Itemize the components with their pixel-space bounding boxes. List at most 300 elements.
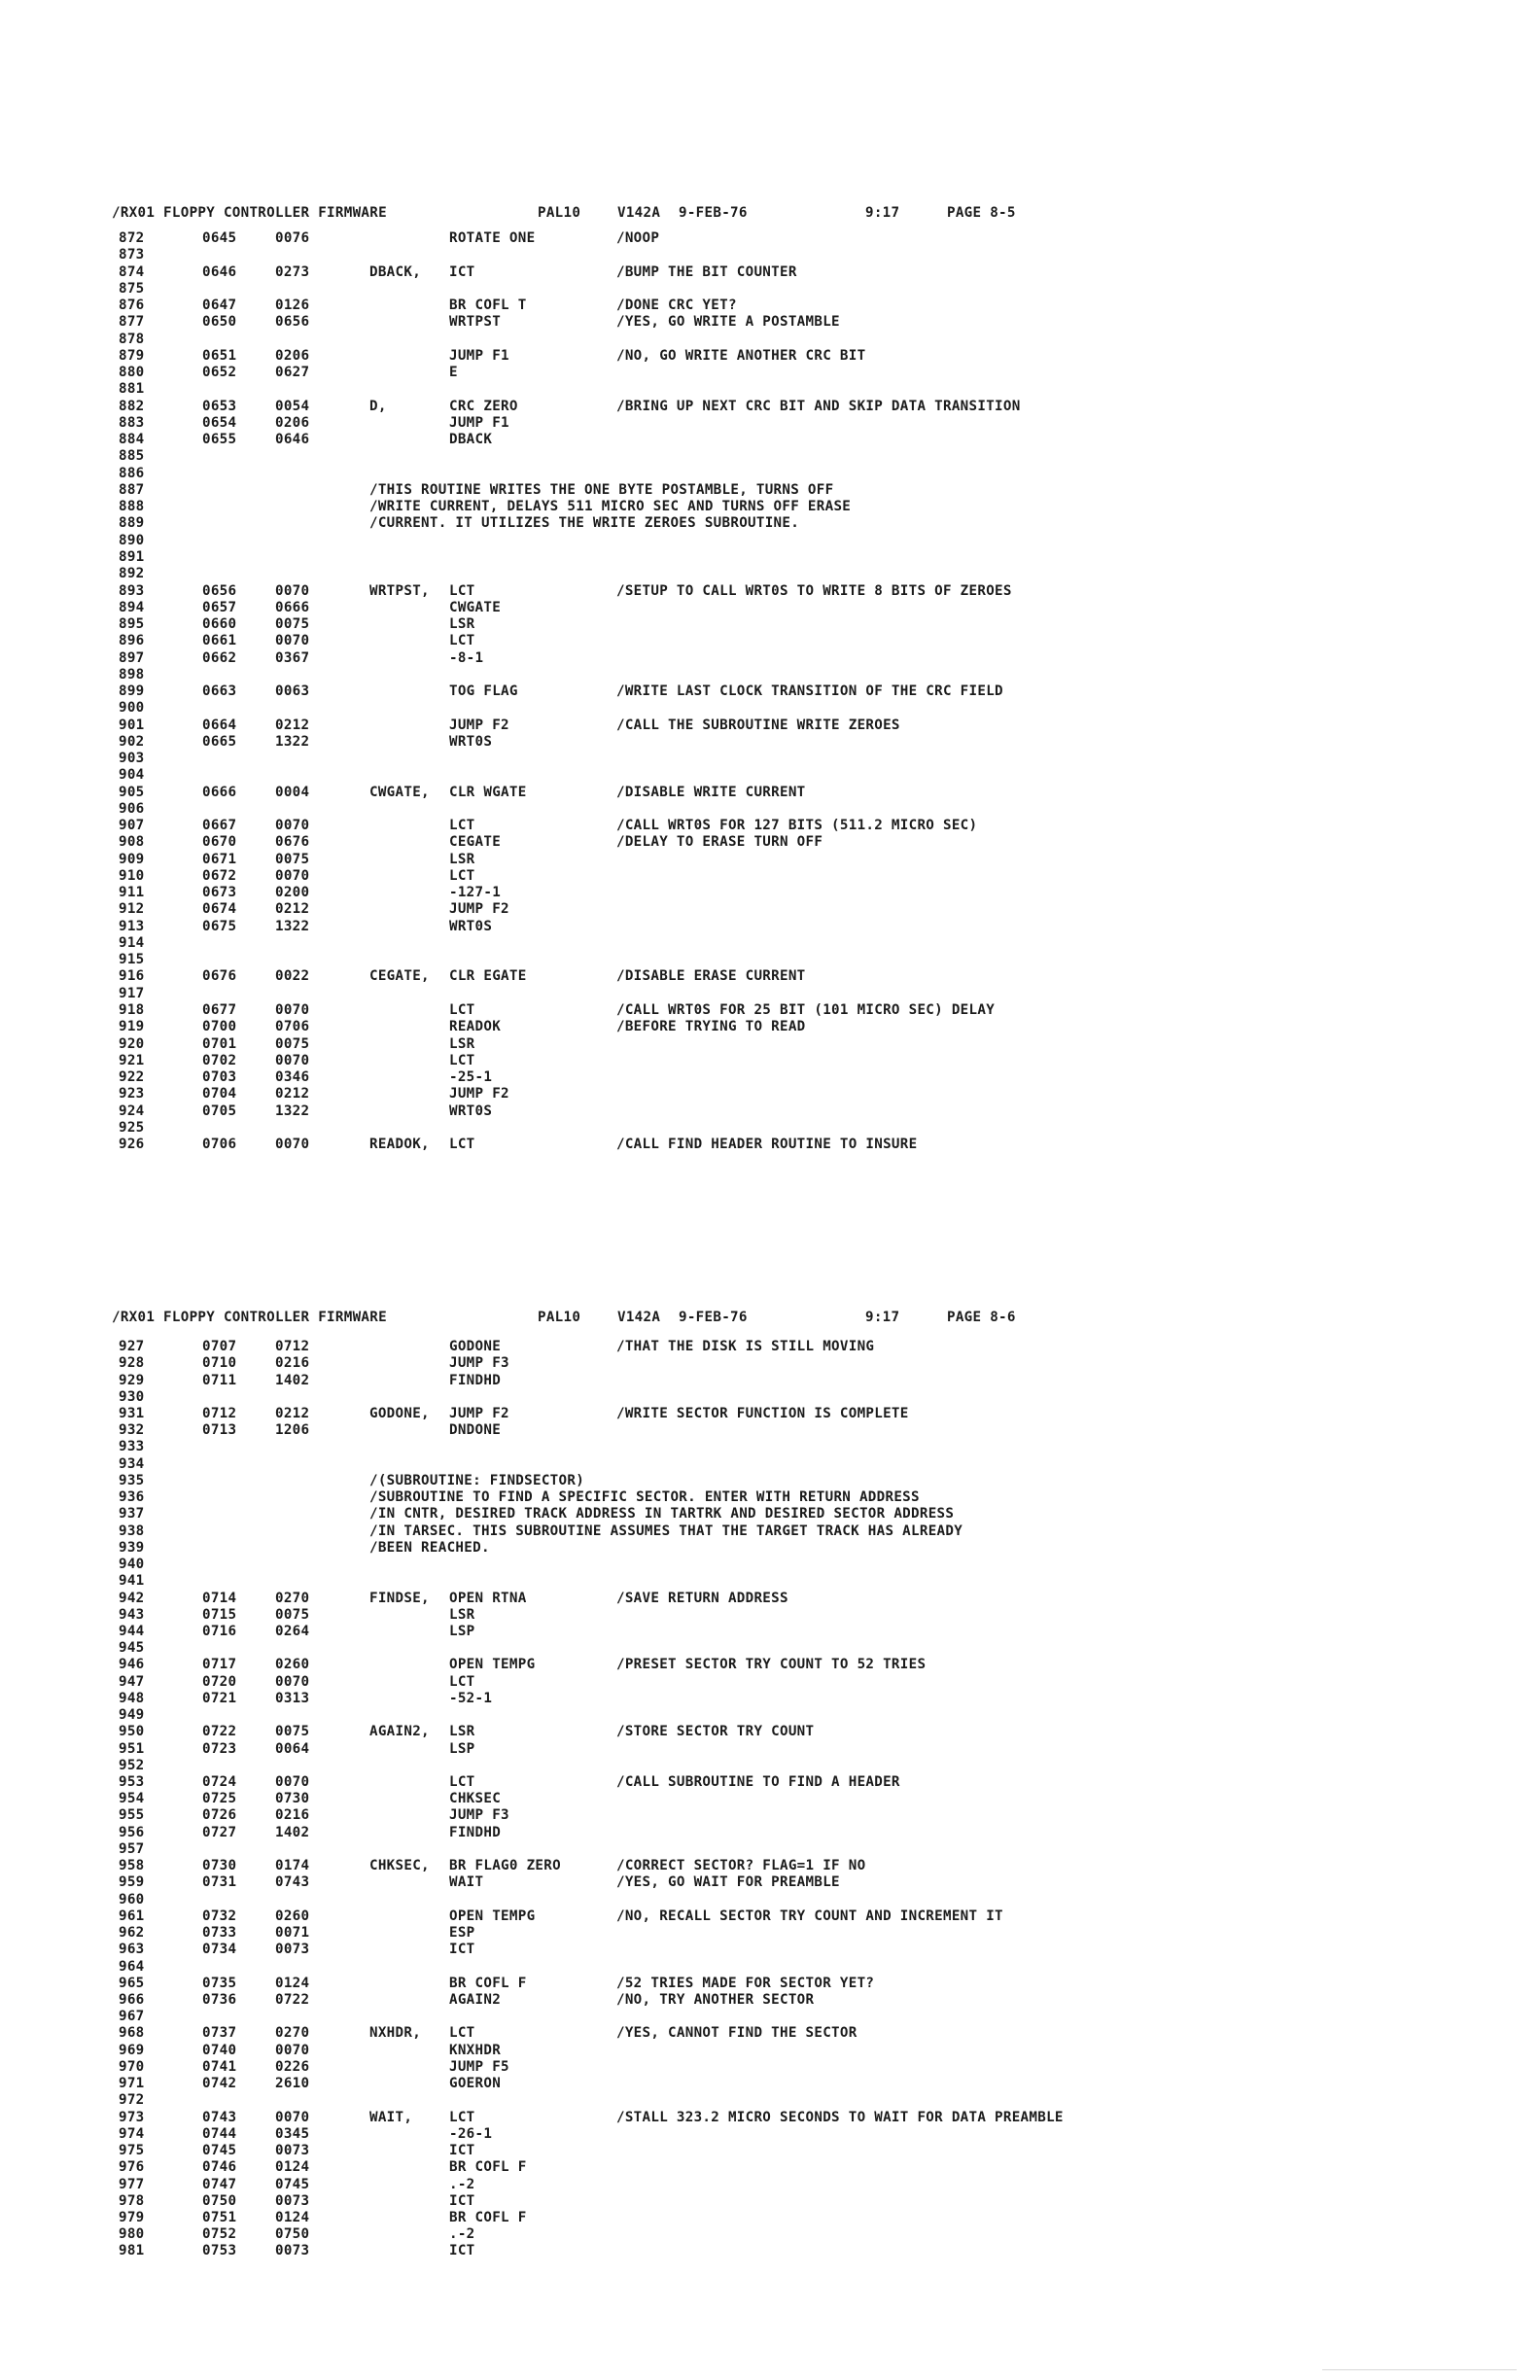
instruction: ICT [449, 2243, 475, 2259]
memory-address: 0651 [202, 347, 237, 364]
machine-code: 0075 [275, 1724, 310, 1740]
comment: /CALL WRT0S FOR 127 BITS (511.2 MICRO SEC) [616, 818, 978, 834]
memory-address: 0724 [202, 1774, 237, 1790]
statement-label: NXHDR, [369, 2025, 422, 2042]
listing-line [0, 2177, 1540, 2193]
instruction: LCT [449, 633, 475, 649]
comment: /NOOP [616, 230, 660, 246]
memory-address: 0645 [202, 230, 237, 246]
memory-address: 0702 [202, 1052, 237, 1068]
line-number: 972 [119, 2092, 145, 2109]
machine-code: 0216 [275, 1807, 310, 1824]
listing-line [0, 935, 1540, 952]
memory-address: 0747 [202, 2176, 237, 2192]
statement-label: CWGATE, [369, 784, 430, 800]
instruction: LCT [449, 2109, 475, 2125]
comment: /IN TARSEC. THIS SUBROUTINE ASSUMES THAT THE TARGET TRACK HAS ALREADY [369, 1522, 963, 1539]
line-number: 899 [119, 683, 145, 699]
listing-line [0, 2143, 1540, 2159]
line-number: 909 [119, 851, 145, 867]
line-number: 967 [119, 2009, 145, 2025]
line-number: 937 [119, 1506, 145, 1522]
listing-line [0, 1707, 1540, 1724]
line-number: 973 [119, 2109, 145, 2125]
line-number: 951 [119, 1740, 145, 1757]
instruction: JUMP F2 [449, 717, 509, 733]
memory-address: 0712 [202, 1405, 237, 1421]
memory-address: 0744 [202, 2125, 237, 2142]
line-number: 912 [119, 901, 145, 918]
machine-code: 0260 [275, 1657, 310, 1673]
line-number: 945 [119, 1640, 145, 1657]
listing-line [0, 1657, 1540, 1673]
listing-line [0, 1674, 1540, 1691]
line-number: 960 [119, 1891, 145, 1908]
line-number: 874 [119, 263, 145, 280]
listing-line [0, 952, 1540, 968]
listing-line [0, 1557, 1540, 1573]
line-number: 925 [119, 1119, 145, 1136]
listing-line [0, 834, 1540, 851]
comment: /YES, GO WAIT FOR PREAMBLE [616, 1874, 840, 1891]
listing-line [0, 281, 1540, 298]
line-number: 968 [119, 2025, 145, 2042]
memory-address: 0706 [202, 1137, 237, 1152]
listing-line [0, 2110, 1540, 2126]
line-number: 897 [119, 649, 145, 666]
listing-line [0, 533, 1540, 549]
memory-address: 0720 [202, 1673, 237, 1690]
memory-address: 0743 [202, 2109, 237, 2125]
instruction: GOERON [449, 2076, 502, 2092]
machine-code: 0124 [275, 1975, 310, 1991]
memory-address: 0677 [202, 1002, 237, 1018]
machine-code: 0124 [275, 2210, 310, 2225]
instruction: OPEN TEMPG [449, 1657, 536, 1673]
instruction: -26-1 [449, 2125, 493, 2142]
assembler-name: PAL10 [538, 205, 581, 221]
memory-address: 0730 [202, 1858, 237, 1874]
line-number: 941 [119, 1573, 145, 1590]
listing-line [0, 2243, 1540, 2259]
line-number: 932 [119, 1422, 145, 1439]
listing-line [0, 885, 1540, 901]
line-number: 943 [119, 1606, 145, 1623]
instruction: LSR [449, 1724, 475, 1740]
comment: /DISABLE WRITE CURRENT [616, 784, 806, 800]
listing-line [0, 1976, 1540, 1992]
machine-code: 0226 [275, 2058, 310, 2075]
memory-address: 0654 [202, 414, 237, 431]
instruction: LCT [449, 582, 475, 599]
memory-address: 0674 [202, 901, 237, 918]
listing-line [0, 1103, 1540, 1120]
memory-address: 0741 [202, 2058, 237, 2075]
machine-code: 0345 [275, 2125, 310, 2142]
memory-address: 0653 [202, 398, 237, 414]
instruction: DBACK [449, 432, 493, 448]
statement-label: READOK, [369, 1137, 430, 1152]
instruction: LCT [449, 1137, 475, 1152]
comment: /BEEN REACHED. [369, 1539, 490, 1556]
instruction: JUMP F3 [449, 1807, 509, 1824]
machine-code: 0656 [275, 314, 310, 331]
memory-address: 0732 [202, 1908, 237, 1924]
memory-address: 0657 [202, 599, 237, 615]
memory-address: 0715 [202, 1606, 237, 1623]
memory-address: 0660 [202, 616, 237, 632]
machine-code: 1322 [275, 1102, 310, 1119]
comment: /BUMP THE BIT COUNTER [616, 263, 797, 280]
memory-address: 0646 [202, 263, 237, 280]
instruction: CEGATE [449, 834, 502, 851]
instruction: JUMP F1 [449, 347, 509, 364]
listing-line [0, 1036, 1540, 1053]
line-number: 921 [119, 1052, 145, 1068]
machine-code: 0070 [275, 1673, 310, 1690]
memory-address: 0675 [202, 918, 237, 934]
machine-code: 1402 [275, 1824, 310, 1840]
memory-address: 0717 [202, 1657, 237, 1673]
listing-line [0, 314, 1540, 331]
instruction: WAIT [449, 1874, 484, 1891]
line-number: 934 [119, 1455, 145, 1472]
instruction: JUMP F2 [449, 1405, 509, 1421]
listing-line [0, 365, 1540, 381]
listing-line [0, 1523, 1540, 1540]
listing-line [0, 1607, 1540, 1624]
machine-code: 0070 [275, 2109, 310, 2125]
listing-line [0, 566, 1540, 582]
line-number: 923 [119, 1086, 145, 1102]
listing-line [0, 1053, 1540, 1069]
listing-line [0, 583, 1540, 600]
instruction: CLR EGATE [449, 968, 527, 985]
machine-code: 0273 [275, 263, 310, 280]
instruction: DNDONE [449, 1422, 502, 1439]
machine-code: 0264 [275, 1623, 310, 1639]
instruction: ICT [449, 2192, 475, 2209]
listing-line [0, 767, 1540, 784]
machine-code: 1322 [275, 733, 310, 750]
instruction: ICT [449, 263, 475, 280]
comment: /52 TRIES MADE FOR SECTOR YET? [616, 1975, 875, 1991]
line-number: 888 [119, 499, 145, 515]
line-number: 944 [119, 1623, 145, 1639]
line-number: 877 [119, 314, 145, 331]
line-number: 919 [119, 1019, 145, 1035]
memory-address: 0701 [202, 1035, 237, 1052]
line-number: 918 [119, 1002, 145, 1018]
machine-code: 0212 [275, 717, 310, 733]
machine-code: 0313 [275, 1690, 310, 1706]
line-number: 889 [119, 515, 145, 532]
listing-line [0, 801, 1540, 818]
machine-code: 0070 [275, 867, 310, 884]
machine-code: 0075 [275, 1035, 310, 1052]
listing-line [0, 1892, 1540, 1908]
bottom-edge-rule [1322, 2369, 1517, 2370]
machine-code: 0064 [275, 1740, 310, 1757]
machine-code: 0206 [275, 347, 310, 364]
listing-line [0, 1506, 1540, 1522]
comment: /CALL FIND HEADER ROUTINE TO INSURE [616, 1137, 918, 1152]
machine-code: 0270 [275, 1590, 310, 1606]
line-number: 916 [119, 968, 145, 985]
instruction: -25-1 [449, 1069, 493, 1085]
listing-line [0, 1925, 1540, 1942]
listing-line [0, 2126, 1540, 2143]
line-number: 975 [119, 2143, 145, 2158]
machine-code: 0063 [275, 683, 310, 699]
listing-line [0, 399, 1540, 415]
line-number: 954 [119, 1791, 145, 1807]
listing-title: /RX01 FLOPPY CONTROLLER FIRMWARE [112, 205, 387, 221]
instruction: BR COFL F [449, 2210, 527, 2225]
listing-line [0, 1389, 1540, 1406]
listing-line [0, 1137, 1540, 1153]
memory-address: 0742 [202, 2076, 237, 2092]
instruction: FINDHD [449, 1824, 502, 1840]
line-number: 886 [119, 465, 145, 481]
instruction: LSP [449, 1623, 475, 1639]
instruction: LCT [449, 1673, 475, 1690]
line-number: 890 [119, 532, 145, 548]
line-number: 922 [119, 1069, 145, 1085]
machine-code: 0646 [275, 432, 310, 448]
listing-line [0, 2025, 1540, 2042]
listing-line [0, 448, 1540, 465]
line-number: 935 [119, 1472, 145, 1488]
comment: /DELAY TO ERASE TURN OFF [616, 834, 823, 851]
listing-line [0, 1774, 1540, 1791]
instruction: JUMP F5 [449, 2058, 509, 2075]
line-number: 942 [119, 1590, 145, 1606]
listing-line [0, 785, 1540, 801]
machine-code: 0004 [275, 784, 310, 800]
line-number: 880 [119, 365, 145, 381]
instruction: LCT [449, 1002, 475, 1018]
assembler-version: V142A [617, 1310, 661, 1325]
listing-line [0, 1691, 1540, 1707]
machine-code: 0071 [275, 1925, 310, 1942]
memory-address: 0745 [202, 2143, 237, 2158]
listing-line [0, 1002, 1540, 1019]
line-number: 974 [119, 2125, 145, 2142]
memory-address: 0753 [202, 2243, 237, 2259]
line-number: 956 [119, 1824, 145, 1840]
comment: /YES, CANNOT FIND THE SECTOR [616, 2025, 858, 2042]
page-number: PAGE 8-5 [947, 205, 1016, 221]
comment: /CALL THE SUBROUTINE WRITE ZEROES [616, 717, 900, 733]
line-number: 969 [119, 2042, 145, 2058]
listing-line [0, 1640, 1540, 1657]
listing-line [0, 381, 1540, 398]
instruction: JUMP F2 [449, 901, 509, 918]
line-number: 933 [119, 1439, 145, 1455]
memory-address: 0703 [202, 1069, 237, 1085]
line-number: 962 [119, 1925, 145, 1942]
listing-line [0, 2210, 1540, 2226]
line-number: 908 [119, 834, 145, 851]
instruction: -8-1 [449, 649, 484, 666]
memory-address: 0733 [202, 1925, 237, 1942]
line-number: 907 [119, 818, 145, 834]
line-number: 970 [119, 2058, 145, 2075]
listing-line [0, 868, 1540, 885]
listing-line [0, 1355, 1540, 1372]
listing-line [0, 616, 1540, 633]
listing-line [0, 852, 1540, 868]
machine-code: 0075 [275, 1606, 310, 1623]
machine-code: 0070 [275, 633, 310, 649]
memory-address: 0704 [202, 1086, 237, 1102]
line-number: 881 [119, 381, 145, 398]
listing-line [0, 1874, 1540, 1891]
memory-address: 0726 [202, 1807, 237, 1824]
comment: /CURRENT. IT UTILIZES THE WRITE ZEROES SUBROUTINE. [369, 515, 800, 532]
listing-line [0, 415, 1540, 432]
instruction: KNXHDR [449, 2042, 502, 2058]
memory-address: 0661 [202, 633, 237, 649]
listing-line [0, 901, 1540, 918]
statement-label: DBACK, [369, 263, 422, 280]
listing-date: 9-FEB-76 [679, 1310, 748, 1325]
machine-code: 0216 [275, 1355, 310, 1372]
listing-line [0, 499, 1540, 515]
instruction: BR COFL T [449, 298, 527, 313]
listing-line [0, 1591, 1540, 1607]
comment: /CORRECT SECTOR? FLAG=1 IF NO [616, 1858, 866, 1874]
line-number: 885 [119, 448, 145, 465]
memory-address: 0746 [202, 2159, 237, 2176]
machine-code: 0676 [275, 834, 310, 851]
memory-address: 0673 [202, 885, 237, 901]
memory-address: 0666 [202, 784, 237, 800]
line-number: 929 [119, 1372, 145, 1388]
line-number: 938 [119, 1522, 145, 1539]
machine-code: 0174 [275, 1858, 310, 1874]
machine-code: 0075 [275, 851, 310, 867]
listing-line [0, 2193, 1540, 2210]
listing-line [0, 1858, 1540, 1874]
listing-title: /RX01 FLOPPY CONTROLLER FIRMWARE [112, 1310, 387, 1325]
listing-line [0, 1339, 1540, 1355]
machine-code: 0073 [275, 1942, 310, 1958]
line-number: 896 [119, 633, 145, 649]
machine-code: 0666 [275, 599, 310, 615]
memory-address: 0665 [202, 733, 237, 750]
line-number: 913 [119, 918, 145, 934]
listing-line [0, 667, 1540, 683]
listing-line [0, 1741, 1540, 1758]
listing-line [0, 1439, 1540, 1455]
line-number: 875 [119, 280, 145, 297]
instruction: -127-1 [449, 885, 502, 901]
line-number: 940 [119, 1557, 145, 1572]
comment: /THAT THE DISK IS STILL MOVING [616, 1339, 875, 1354]
line-number: 898 [119, 666, 145, 682]
statement-label: CHKSEC, [369, 1858, 430, 1874]
page-number: PAGE 8-6 [947, 1310, 1016, 1325]
memory-address: 0752 [202, 2226, 237, 2243]
line-number: 980 [119, 2226, 145, 2243]
line-number: 924 [119, 1102, 145, 1119]
listing-line [0, 1825, 1540, 1841]
instruction: CHKSEC [449, 1791, 502, 1807]
machine-code: 0126 [275, 298, 310, 313]
instruction: LCT [449, 818, 475, 834]
instruction: .-2 [449, 2176, 475, 2192]
instruction: ESP [449, 1925, 475, 1942]
listing-line [0, 1456, 1540, 1473]
instruction: ICT [449, 1942, 475, 1958]
instruction: GODONE [449, 1339, 502, 1354]
listing-line [0, 1120, 1540, 1137]
memory-address: 0662 [202, 649, 237, 666]
memory-address: 0737 [202, 2025, 237, 2042]
comment: /YES, GO WRITE A POSTAMBLE [616, 314, 840, 331]
line-number: 892 [119, 566, 145, 582]
line-number: 979 [119, 2210, 145, 2225]
memory-address: 0750 [202, 2192, 237, 2209]
comment: /SUBROUTINE TO FIND A SPECIFIC SECTOR. ENTER WITH RETURN ADDRESS [369, 1489, 920, 1506]
machine-code: 0270 [275, 2025, 310, 2042]
machine-code: 0070 [275, 818, 310, 834]
line-number: 931 [119, 1405, 145, 1421]
line-number: 965 [119, 1975, 145, 1991]
comment: /PRESET SECTOR TRY COUNT TO 52 TRIES [616, 1657, 927, 1673]
comment: /DISABLE ERASE CURRENT [616, 968, 806, 985]
instruction: TOG FLAG [449, 683, 518, 699]
listing-time: 9:17 [865, 205, 900, 221]
machine-code: 0070 [275, 1774, 310, 1790]
machine-code: 0722 [275, 1992, 310, 2008]
listing-line [0, 1908, 1540, 1925]
line-number: 936 [119, 1489, 145, 1506]
statement-label: D, [369, 398, 387, 414]
line-number: 977 [119, 2176, 145, 2192]
line-number: 901 [119, 717, 145, 733]
memory-address: 0721 [202, 1690, 237, 1706]
memory-address: 0655 [202, 432, 237, 448]
instruction: ICT [449, 2143, 475, 2158]
listing-line [0, 1992, 1540, 2009]
line-number: 939 [119, 1539, 145, 1556]
instruction: .-2 [449, 2226, 475, 2243]
line-number: 961 [119, 1908, 145, 1924]
listing-line [0, 1573, 1540, 1590]
line-number: 971 [119, 2076, 145, 2092]
line-number: 887 [119, 481, 145, 498]
listing-line [0, 2226, 1540, 2243]
comment: /CALL WRT0S FOR 25 BIT (101 MICRO SEC) DELAY [616, 1002, 996, 1018]
line-number: 920 [119, 1035, 145, 1052]
machine-code: 0124 [275, 2159, 310, 2176]
line-number: 873 [119, 247, 145, 263]
line-number: 878 [119, 331, 145, 347]
line-number: 981 [119, 2243, 145, 2259]
machine-code: 0260 [275, 1908, 310, 1924]
machine-code: 1206 [275, 1422, 310, 1439]
machine-code: 0070 [275, 1137, 310, 1152]
instruction: CWGATE [449, 599, 502, 615]
listing-line [0, 2159, 1540, 2176]
instruction: WRT0S [449, 918, 493, 934]
instruction: WRTPST [449, 314, 502, 331]
machine-code: 0070 [275, 2042, 310, 2058]
instruction: WRT0S [449, 1102, 493, 1119]
